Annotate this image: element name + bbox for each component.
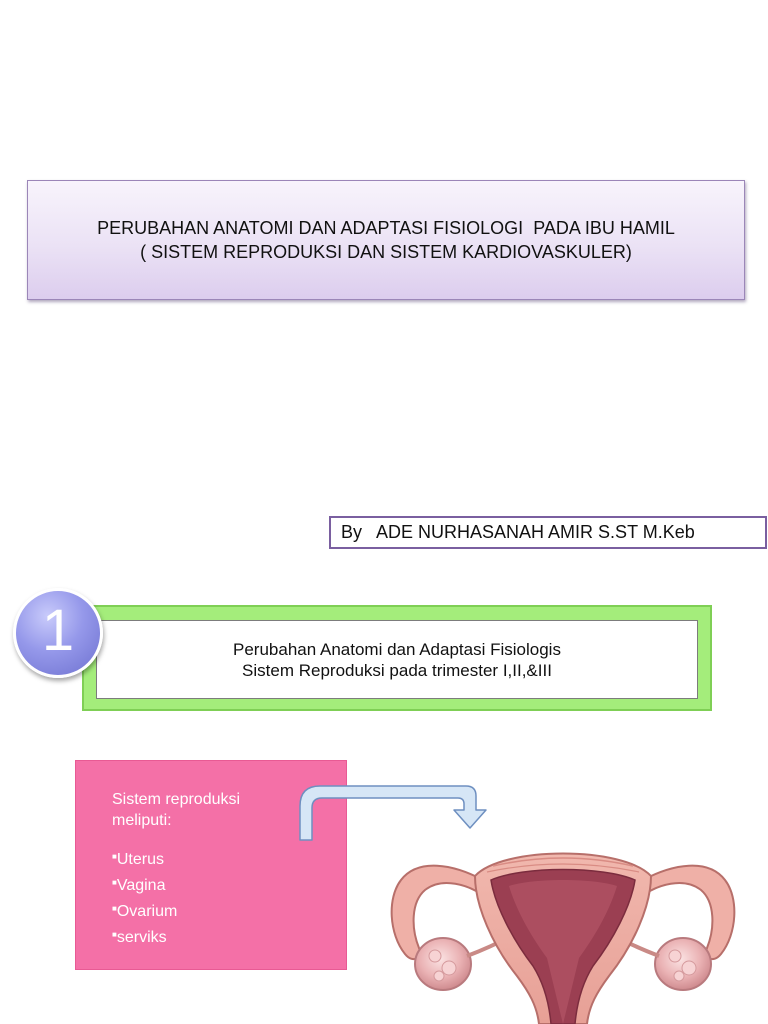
uterus-illustration [383, 836, 743, 1024]
curved-arrow-icon [296, 782, 500, 844]
section-number-badge: 1 [13, 588, 103, 678]
list-item [112, 923, 346, 949]
list-item [112, 845, 346, 871]
bullet-icon: ■ [112, 930, 117, 939]
title-line-1: PERUBAHAN ANATOMI DAN ADAPTASI FISIOLOGI PADA IBU HAMIL [97, 218, 675, 238]
list-item-label: serviks [116, 929, 167, 946]
title-line-2: ( SISTEM REPRODUKSI DAN SISTEM KARDIOVASKULER) [140, 242, 632, 262]
title-box [27, 180, 745, 300]
list-item-label: Vagina [116, 877, 166, 894]
box-heading-line-2: meliputi: [112, 812, 172, 829]
section-title-line-2: Sistem Reproduksi pada trimester I,II,&III [242, 660, 552, 680]
list-item-label: Ovarium [116, 903, 178, 920]
list-item-label: Uterus [116, 851, 164, 868]
bullet-icon: ■ [112, 852, 117, 861]
list-item [112, 897, 346, 923]
bullet-icon: ■ [112, 878, 117, 887]
list-item [112, 871, 346, 897]
organ-list [112, 845, 346, 949]
box-heading-line-1: Sistem reproduksi [112, 791, 241, 808]
section-header [96, 620, 698, 699]
bullet-icon: ■ [112, 904, 117, 913]
section-title-line-1: Perubahan Anatomi dan Adaptasi Fisiologis [233, 639, 561, 659]
author-box: By ADE NURHASANAH AMIR S.ST M.Keb [329, 516, 767, 549]
